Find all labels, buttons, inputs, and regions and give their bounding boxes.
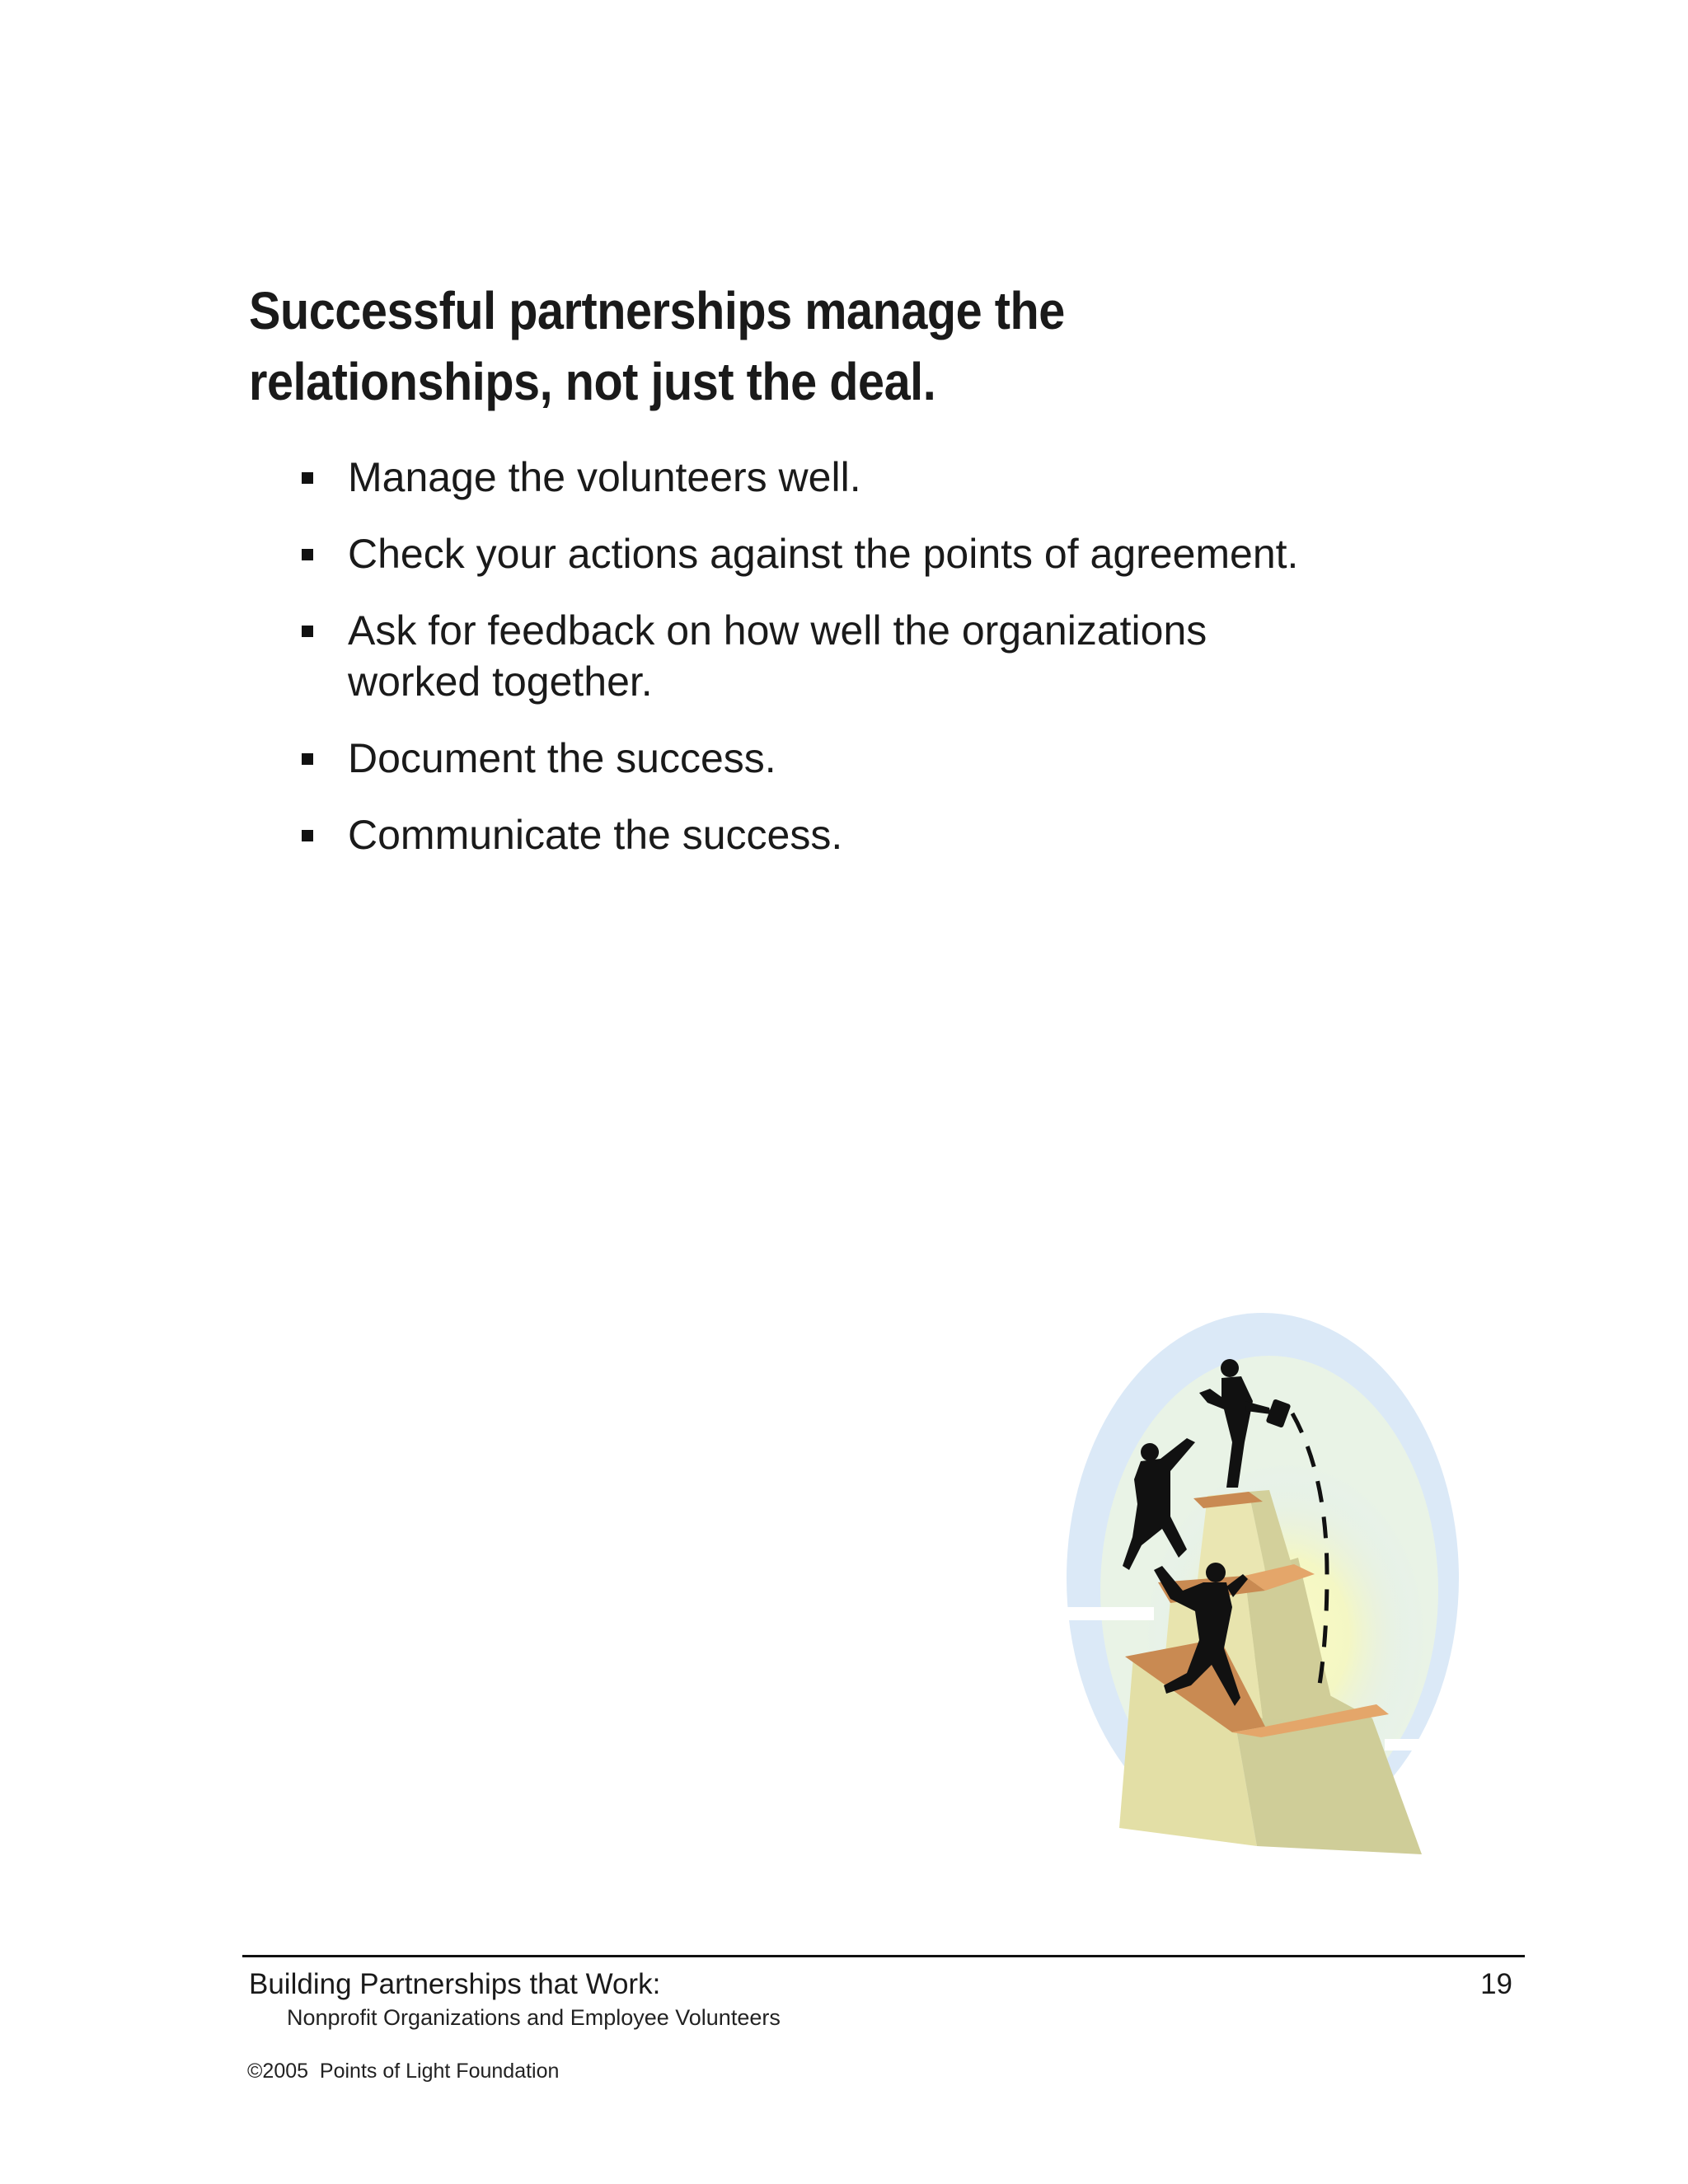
page-heading-line-1: Successful partnerships manage the (249, 281, 1065, 340)
footer-title: Building Partnerships that Work: (249, 1968, 661, 2000)
page-heading (249, 275, 1213, 417)
square-bullet-icon (302, 549, 313, 560)
page-heading-line-2: relationships, not just the deal. (249, 352, 936, 411)
cloud-band (1047, 1607, 1154, 1620)
cloud-band (1385, 1739, 1475, 1750)
bullet-item (298, 605, 1296, 707)
footer-divider (242, 1955, 1525, 1957)
page-number: 19 (1480, 1968, 1512, 2000)
bullet-text: Document the success. (348, 735, 776, 781)
bullet-item (298, 528, 1411, 579)
bullet-item (298, 809, 1411, 860)
bullet-item (298, 733, 1411, 784)
copyright-notice: ©2005 Points of Light Foundation (247, 2060, 560, 2083)
footer-subtitle: Nonprofit Organizations and Employee Volunteers (287, 2005, 781, 2030)
bullet-text: Communicate the success. (348, 812, 843, 858)
square-bullet-icon (302, 753, 313, 765)
square-bullet-icon (302, 472, 313, 484)
bullet-text: Check your actions against the points of agreement. (348, 531, 1299, 577)
bullet-list (298, 452, 1411, 886)
square-bullet-icon (302, 626, 313, 637)
bullet-text: Ask for feedback on how well the organizations worked together. (348, 607, 1207, 705)
square-bullet-icon (302, 830, 313, 841)
bullet-text: Manage the volunteers well. (348, 454, 861, 500)
bullet-item (298, 452, 1411, 503)
climbing-businessmen-icon (1047, 1310, 1475, 1863)
